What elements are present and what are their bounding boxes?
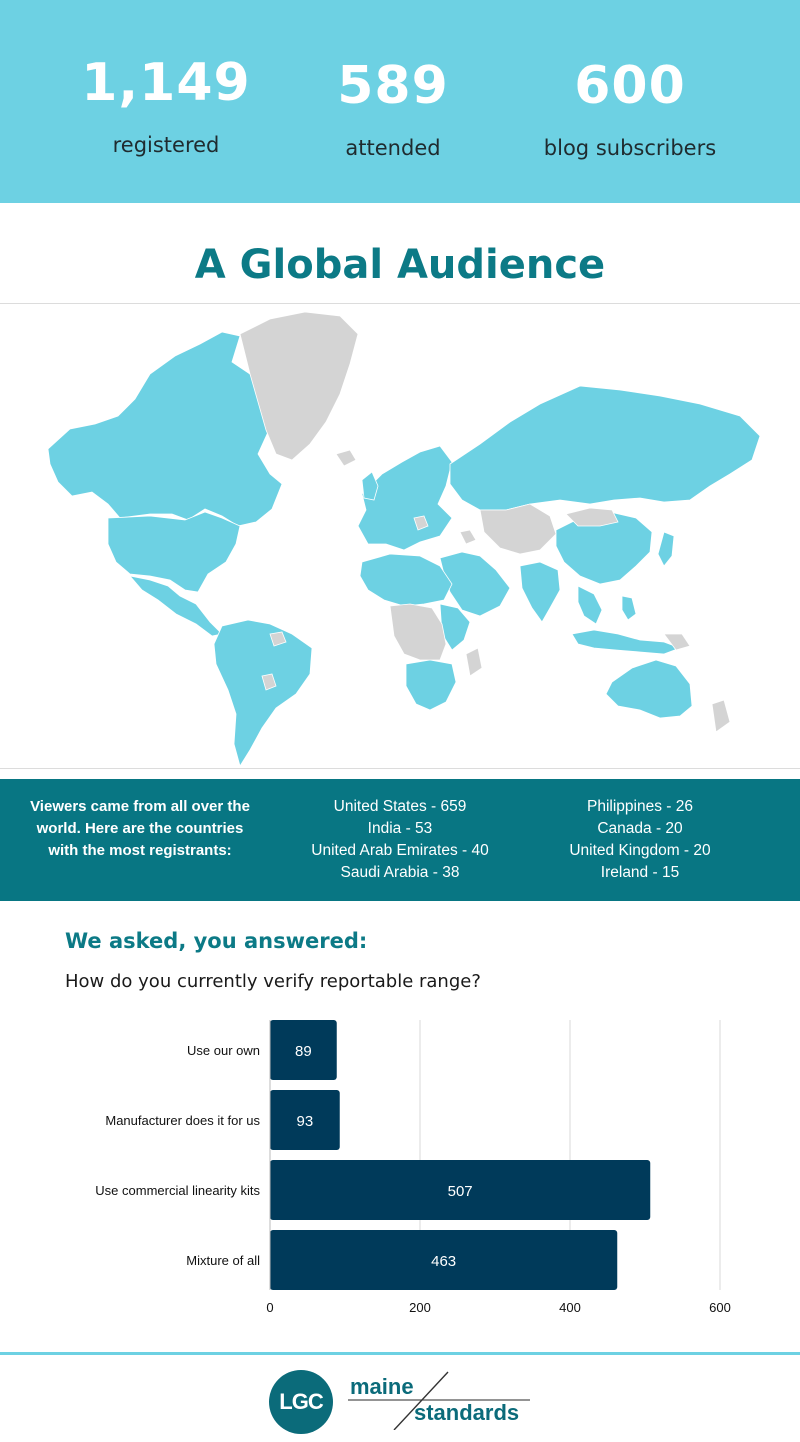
stat-blog-subscribers (525, 56, 735, 160)
country-list-left (280, 796, 520, 884)
country-item: Ireland - 15 (600, 864, 680, 881)
country-item: United States - 659 (333, 798, 467, 815)
map-small-country (712, 700, 730, 732)
data-label: 93 (296, 1113, 314, 1130)
bar-chart (0, 1010, 800, 1320)
map-usa (108, 512, 240, 592)
map-indonesia (572, 630, 680, 654)
stat-attended (293, 56, 493, 160)
x-tick-label: 0 (266, 1300, 274, 1315)
x-tick-label: 600 (709, 1300, 731, 1315)
countries-intro: Viewers came from all over the world. Here are the countries with the most registrants: (30, 798, 250, 859)
stat-value: 600 (574, 56, 686, 116)
footer-divider (0, 1352, 800, 1355)
data-label: 507 (447, 1183, 473, 1200)
map-russia (450, 386, 760, 510)
world-map-graphic (0, 304, 800, 769)
map-iceland (336, 450, 356, 466)
map-mexico (130, 576, 222, 636)
map-south-america (214, 620, 312, 766)
map-north-africa (360, 554, 452, 606)
map-southern-africa (406, 660, 456, 710)
category-label: Use commercial linearity kits (95, 1183, 260, 1198)
x-tick-label: 400 (559, 1300, 581, 1315)
country-item: Canada - 20 (597, 820, 683, 837)
stat-label: attended (345, 136, 441, 160)
world-map (0, 303, 800, 769)
country-item: United Kingdom - 20 (569, 842, 711, 859)
data-label: 463 (431, 1253, 457, 1270)
survey-title: We asked, you answered: (65, 929, 368, 953)
country-item: India - 53 (367, 820, 433, 837)
country-item: Saudi Arabia - 38 (340, 864, 460, 881)
stat-value: 1,149 (81, 53, 251, 113)
map-central-asia (480, 504, 556, 554)
maine-standards-logo (348, 1370, 538, 1430)
map-central-africa (390, 604, 446, 660)
country-list-right (540, 796, 740, 884)
map-japan (658, 532, 674, 566)
map-small-country (460, 530, 476, 544)
country-item: Philippines - 26 (587, 798, 693, 815)
stat-label: blog subscribers (543, 136, 717, 160)
logo-text-standards: standards (414, 1400, 520, 1425)
category-label: Manufacturer does it for us (105, 1113, 260, 1128)
top-countries-band (0, 779, 800, 901)
survey-question: How do you currently verify reportable range? (65, 971, 481, 992)
logo-text-maine: maine (350, 1374, 414, 1399)
map-india (520, 562, 560, 622)
map-uk-ireland (362, 472, 378, 500)
stat-value: 589 (337, 56, 449, 116)
x-tick-label: 200 (409, 1300, 431, 1315)
map-australia (606, 660, 692, 718)
map-se-asia (578, 586, 602, 624)
country-item: United Arab Emirates - 40 (311, 842, 489, 859)
data-label: 89 (295, 1043, 312, 1060)
map-small-country (466, 648, 482, 676)
stat-label: registered (112, 133, 220, 157)
stat-registered (66, 53, 266, 157)
lgc-logo: LGC (269, 1370, 333, 1434)
map-philippines (622, 596, 636, 620)
stats-banner (0, 0, 800, 203)
category-label: Use our own (187, 1043, 260, 1058)
section-title: A Global Audience (194, 242, 606, 288)
category-label: Mixture of all (186, 1253, 260, 1268)
